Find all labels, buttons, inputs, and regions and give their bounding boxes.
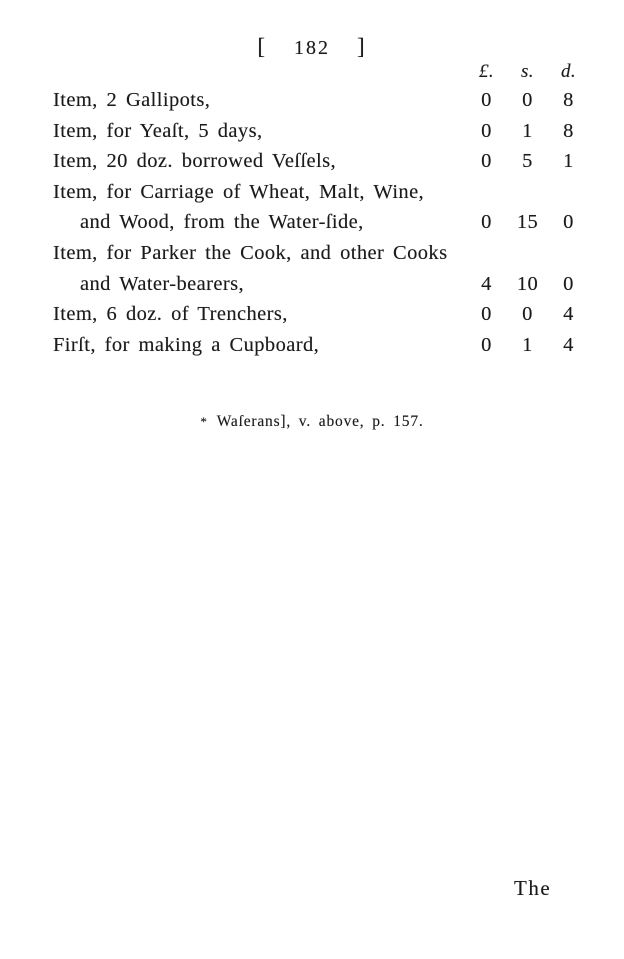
amount-pence: 0	[563, 272, 574, 295]
entry-text: Item, for Yeaſt, 5 days,	[53, 119, 263, 142]
page-number-bracket-right: ]	[357, 34, 367, 59]
page-number-bracket-left: [	[257, 34, 267, 59]
amount-shillings: 5	[522, 150, 533, 173]
amount-shillings: 0	[522, 89, 533, 111]
entry-text: Firſt, for making a Cupboard,	[53, 333, 320, 356]
amount-shillings: 0	[522, 303, 533, 326]
ledger-row-continuation	[53, 207, 590, 238]
amount-pounds: 0	[481, 303, 492, 326]
ledger-row-continuation	[53, 269, 590, 300]
amount-pounds: 0	[481, 89, 492, 111]
ledger-row	[53, 238, 590, 269]
ledger-row	[53, 299, 590, 330]
amount-shillings: 10	[516, 272, 539, 295]
account-ledger	[53, 59, 590, 360]
amount-pence: 8	[563, 119, 574, 142]
ledger-row	[53, 85, 590, 116]
entry-text: and Water-bearers,	[80, 272, 244, 295]
entry-text: Item, for Parker the Cook, and other Cooks	[53, 241, 448, 264]
footnote-asterisk: *	[200, 414, 208, 429]
page-number-header	[0, 34, 624, 60]
amount-shillings: 1	[522, 333, 533, 356]
column-header-shillings: s.	[521, 61, 534, 82]
catchword: The	[514, 876, 552, 900]
amount-pounds: 0	[481, 119, 492, 142]
ledger-row	[53, 177, 590, 208]
entry-text: Item, 6 doz. of Trenchers,	[53, 303, 288, 326]
page-number: 182	[294, 37, 330, 59]
entry-text: and Wood, from the Water-ſide,	[80, 211, 364, 234]
entry-text: Item, 20 doz. borrowed Veſſels,	[53, 150, 337, 173]
column-header-pence: d.	[560, 61, 577, 82]
ledger-row	[53, 116, 590, 147]
entry-text: Item, for Carriage of Wheat, Malt, Wine,	[53, 180, 425, 203]
ledger-row	[53, 330, 590, 361]
footnote	[0, 410, 624, 434]
entry-text: Item, 2 Gallipots,	[53, 89, 211, 111]
ledger-row	[53, 146, 590, 177]
amount-pence: 0	[563, 211, 574, 234]
amount-pounds: 0	[481, 333, 492, 356]
column-header-pounds: £.	[478, 61, 495, 82]
amount-pounds: 0	[481, 211, 492, 234]
amount-shillings: 15	[516, 211, 539, 234]
amount-pounds: 4	[481, 272, 492, 295]
amount-pence: 4	[563, 333, 574, 356]
amount-pounds: 0	[481, 150, 492, 173]
amount-pence: 8	[563, 89, 574, 111]
amount-pence: 4	[563, 303, 574, 326]
amount-shillings: 1	[522, 119, 533, 142]
footnote-text: Waſerans], v. above, p. 157.	[216, 413, 424, 430]
currency-column-headers	[53, 59, 590, 85]
amount-pence: 1	[563, 150, 574, 173]
